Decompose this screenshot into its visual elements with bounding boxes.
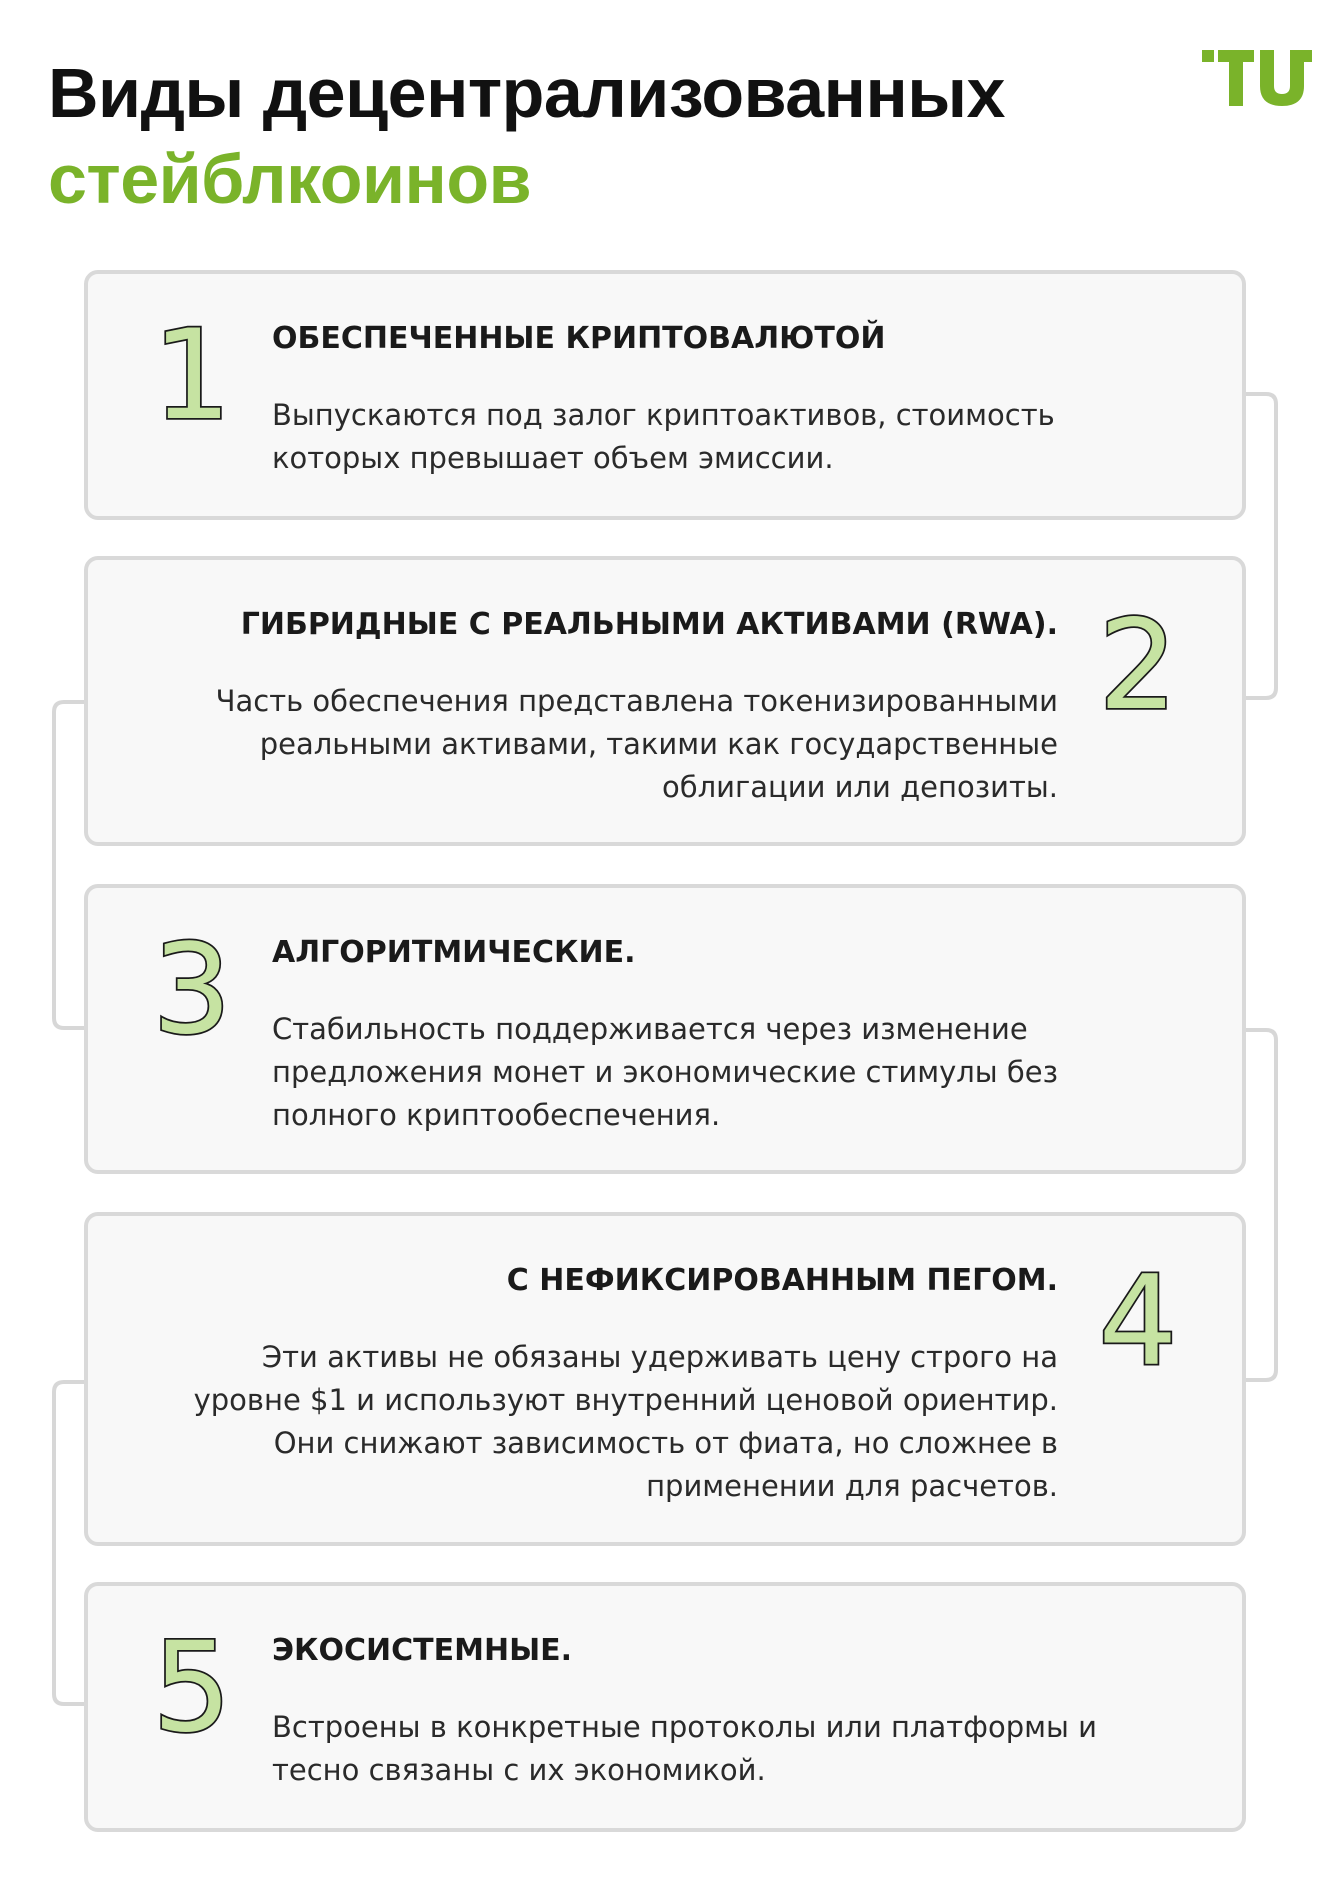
card-description-line: уровне $1 и используют внутренний ценовой ориентир.: [193, 1383, 1058, 1417]
card-description: [272, 394, 1055, 480]
card-description-line: Они снижают зависимость от фиата, но сложнее в: [273, 1426, 1058, 1460]
card-crypto-backed: [84, 270, 1246, 520]
number-3: 3: [152, 918, 232, 1062]
card-description-line: облигации или депозиты.: [662, 770, 1058, 804]
card-description-line: предложения монет и экономические стимулы без: [272, 1055, 1059, 1089]
number-5: 5: [152, 1616, 232, 1760]
card-description-line: применении для расчетов.: [646, 1469, 1058, 1503]
card-description-line: Встроены в конкретные протоколы или платформы и: [272, 1710, 1097, 1744]
card-description-line: которых превышает объем эмиссии.: [272, 441, 834, 475]
card-description-line: Эти активы не обязаны удерживать цену строго на: [261, 1340, 1058, 1374]
page-title-line1: Виды децентрализованных: [48, 54, 1005, 132]
card-description: [216, 680, 1058, 809]
number-4: 4: [1098, 1250, 1178, 1394]
card-number: [1088, 594, 1188, 738]
card-algorithmic: [84, 884, 1246, 1174]
card-number: [142, 918, 242, 1062]
card-ecosystem: [84, 1582, 1246, 1832]
card-title: ОБЕСПЕЧЕННЫЕ КРИПТОВАЛЮТОЙ: [272, 321, 886, 356]
card-description-line: полного криптообеспечения.: [272, 1098, 721, 1132]
card-unpegged: [84, 1212, 1246, 1546]
page-title: [48, 50, 1005, 222]
card-description: [194, 1336, 1058, 1508]
card-description-line: тесно связаны с их экономикой.: [272, 1753, 766, 1787]
card-description-line: Выпускаются под залог криптоактивов, стоимость: [272, 398, 1055, 432]
card-title: ГИБРИДНЫЕ С РЕАЛЬНЫМИ АКТИВАМИ (RWA).: [240, 607, 1058, 642]
card-description: [272, 1706, 1097, 1792]
card-description-line: Часть обеспечения представлена токенизированными: [215, 684, 1058, 718]
card-description-line: реальными активами, такими как государственные: [259, 727, 1058, 761]
card-title: АЛГОРИТМИЧЕСКИЕ.: [272, 935, 636, 970]
card-number: [1088, 1250, 1188, 1394]
card-number: [142, 1616, 242, 1760]
card-title: С НЕФИКСИРОВАННЫМ ПЕГОМ.: [506, 1263, 1058, 1298]
page-title-line2: стейблкоинов: [48, 140, 532, 218]
number-2: 2: [1098, 594, 1178, 738]
tu-logo: [1202, 50, 1312, 108]
card-title: ЭКОСИСТЕМНЫЕ.: [272, 1633, 573, 1668]
card-description: [272, 1008, 1058, 1137]
card-description-line: Стабильность поддерживается через изменение: [272, 1012, 1028, 1046]
card-number: [142, 304, 242, 448]
card-hybrid-rwa: [84, 556, 1246, 846]
tu-logo-icon: [1202, 50, 1312, 108]
number-1: 1: [152, 304, 232, 448]
